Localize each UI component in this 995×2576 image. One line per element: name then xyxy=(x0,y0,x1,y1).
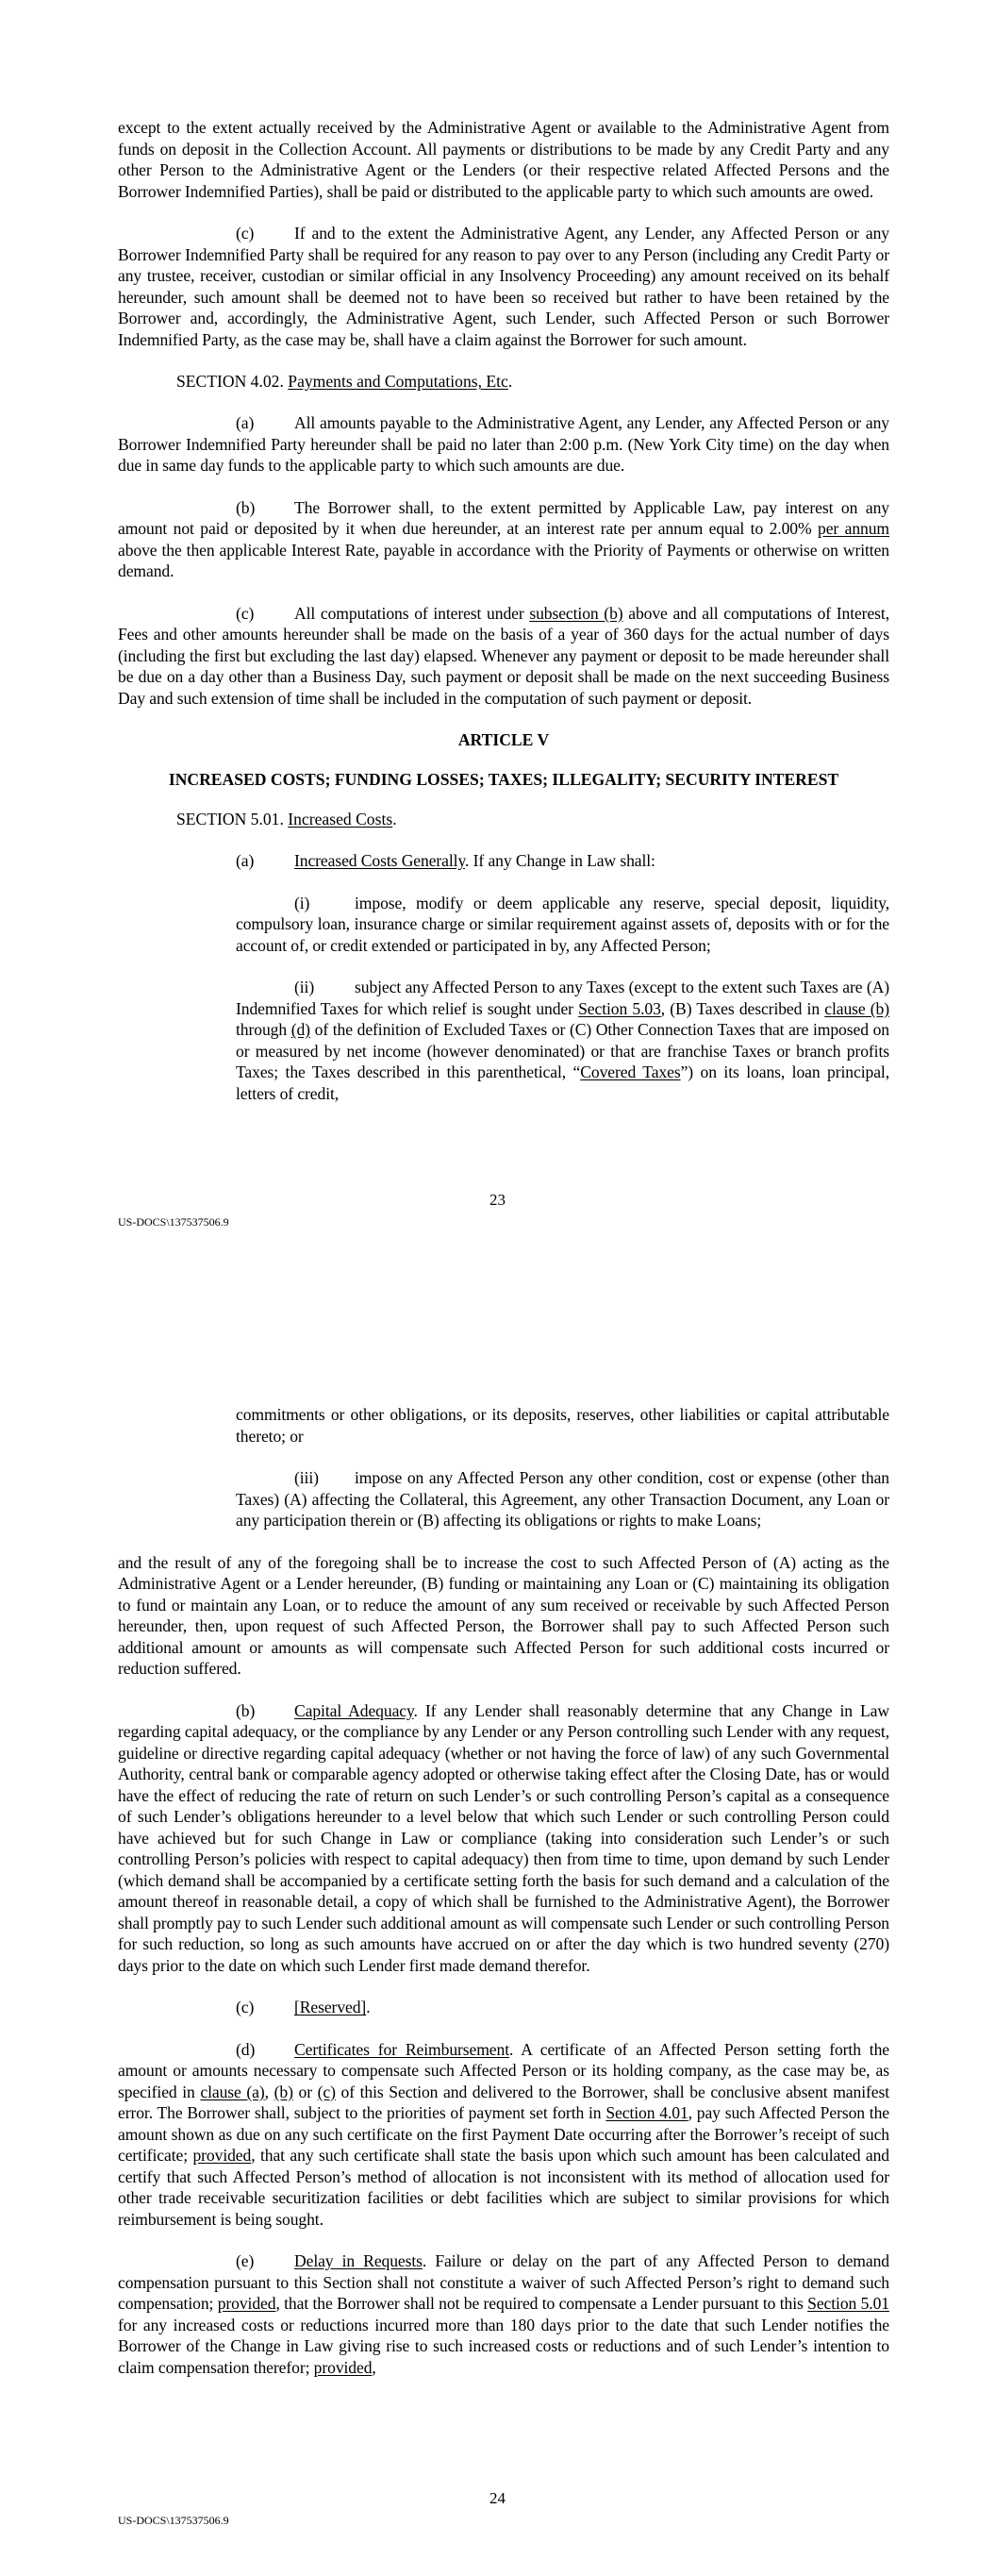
page-number: 23 xyxy=(489,1191,506,1209)
underlined-term: per annum xyxy=(818,519,889,538)
text-run: commitments or other obligations, or its deposits, reserves, other liabilities or capital attributable thereto; or xyxy=(236,1405,889,1446)
underlined-term: Certificates for Reimbursement xyxy=(294,2039,510,2059)
text-run: , xyxy=(372,2357,376,2377)
text-run: All computations of interest under xyxy=(294,603,530,623)
text-run: impose, modify or deem applicable any reserve, special deposit, liquidity, compulsory loan, insurance charge or similar requirement against assets of, deposits with or for the account of, or credit extended or participated in by, any Affected Person; xyxy=(236,893,889,955)
underlined-term: clause (a) xyxy=(200,2082,265,2101)
paragraph xyxy=(118,1997,889,2018)
clause-label: (a) xyxy=(236,413,255,432)
document-id: US-DOCS\137537506.9 xyxy=(118,1215,229,1229)
clause-label: (b) xyxy=(236,1700,256,1720)
text-run: through xyxy=(236,1020,291,1039)
text-run: . Failure or delay on the part of any Affected Person to demand compensation pursuant to this Section shall not constitute a waiver of such Affected Person’s right to demand such compensation; xyxy=(118,2251,889,2313)
underlined-term: Capital Adequacy xyxy=(294,1700,414,1720)
text-run: for any increased costs or reductions incurred more than 180 days prior to the date that such Lender notifies the Borrower of the Change in Law giving rise to such increased costs or reductions and of such Lender’s intention to claim compensation therefor; xyxy=(118,2315,889,2377)
page-content xyxy=(118,117,889,1125)
text-run: . A certificate of an Affected Person setting forth the amount or amounts necessary to compensate such Affected Person or its holding company, as the case may be, as specified in xyxy=(118,2039,889,2101)
section-heading xyxy=(176,809,889,829)
clause-label: (i) xyxy=(294,893,310,912)
clause-label: (ii) xyxy=(294,978,315,996)
paragraph xyxy=(118,412,889,477)
underlined-term: Increased Costs xyxy=(288,810,393,828)
text-run: If and to the extent the Administrative Agent, any Lender, any Affected Person or any Borrower Indemnified Party shall be required for any reason to pay over to any Person (including any Credit Party or any trustee, receiver, custodian or similar official in any Insolvency Proceeding) any amount received on its behalf hereunder, such amount shall be deemed not to have been so received but rather to have been retained by the Borrower and, accordingly, the Administrative Agent, such Lender, such Affected Person or such Borrower Indemnified Party, as the case may be, shall have a claim against the Borrower for such amount. xyxy=(118,224,889,349)
underlined-term: provided xyxy=(217,2294,276,2313)
text-run: . If any Lender shall reasonably determine that any Change in Law regarding capital adequacy, or the compliance by any Lender or any Person controlling such Lender with any request, guideline or directive regarding capital adequacy (whether or not having the force of law) of any such Governmental Authority, central bank or comparable agency adopted or otherwise taking effect after the Closing Date, has or would have the effect of reducing the rate of return on such Lender’s or such controlling Person’s capital as a consequence of such Lender’s obligations hereunder to a level below that which such Lender or such controlling Person could have achieved but for such Change in Law or compliance (taking into consideration such Lender’s or such controlling Person’s policies with respect to capital adequacy) then from time to time, upon demand by such Lender (which demand shall be accompanied by a certificate setting forth the basis for such demand and a calculation of the amount thereof in reasonable detail, a copy of which shall be furnished to the Administrative Agent), the Borrower shall promptly pay to such Lender such additional amount as will compensate such Lender or such controlling Person for such reduction, so long as such amounts have accrued on or after the day which is two hundred seventy (270) days prior to the date on which such Lender first made demand therefor. xyxy=(118,1700,889,1975)
text-run: . xyxy=(366,1998,371,2016)
section-heading xyxy=(176,371,889,392)
page-content xyxy=(118,1404,889,2399)
text-run: ARTICLE V xyxy=(457,730,550,749)
underlined-term: Section 5.03 xyxy=(578,998,661,1018)
text-run: , pay such Affected Person the amount shown as due on any such certificate on the first Payment Date occurring after the Borrower’s receipt of such certificate; xyxy=(118,2103,889,2165)
underlined-term: subsection (b) xyxy=(529,603,623,623)
text-run: , (B) Taxes described in xyxy=(660,998,825,1018)
clause-label: (c) xyxy=(236,224,255,243)
clause-label: (c) xyxy=(236,603,255,623)
paragraph xyxy=(236,1404,889,1447)
text-run: above and all computations of Interest, Fees and other amounts hereunder shall be made on the basis of a year of 360 days for the actual number of days (including the first but excluding the last day) elapsed. Whenever any payment or deposit to be made hereunder shall be due on a day other than a Business Day, such payment or deposit shall be made on the next succeeding Business Day and such extension of time shall be included in the computation of such payment or deposit. xyxy=(118,603,889,708)
clause-label: (a) xyxy=(236,851,255,870)
paragraph xyxy=(118,223,889,350)
paragraph xyxy=(118,2250,889,2378)
clause-label: (c) xyxy=(236,1998,255,2016)
underlined-term: provided xyxy=(192,2146,252,2165)
paragraph xyxy=(236,850,889,872)
underlined-term: clause (b) xyxy=(824,998,890,1018)
text-run: The Borrower shall, to the extent permitted by Applicable Law, pay interest on any amount not paid or deposited by it when due hereunder, at an interest rate per annum equal to 2.00% xyxy=(118,497,889,538)
clause-label: (d) xyxy=(236,2039,256,2059)
paragraph xyxy=(118,1552,889,1680)
paragraph xyxy=(236,977,889,1104)
underlined-term: Section 5.01 xyxy=(807,2294,889,2313)
text-run: except to the extent actually received by the Administrative Agent or available to the Administrative Agent from funds on deposit in the Collection Account. All payments or distributions to be made by any Credit Party and any other Person to the Administrative Agent or the Lenders (or their respective related Affected Persons and the Borrower Indemnified Parties), shall be paid or distributed to the applicable party to which such amounts are owed. xyxy=(118,118,889,201)
underlined-term: (b) xyxy=(274,2082,293,2101)
text-run: ”) on its loans, loan principal, letters of credit, xyxy=(236,1062,889,1103)
text-run: INCREASED COSTS; FUNDING LOSSES; TAXES; ILLEGALITY; SECURITY INTEREST xyxy=(168,770,839,789)
text-run: , that the Borrower shall not be required to compensate a Lender pursuant to this xyxy=(275,2294,808,2313)
document-id: US-DOCS\137537506.9 xyxy=(118,2514,229,2527)
heading xyxy=(118,729,889,750)
paragraph xyxy=(118,117,889,202)
underlined-term: Payments and Computations, Etc xyxy=(288,372,508,391)
underlined-term: [Reserved] xyxy=(294,1998,367,2016)
text-run: . xyxy=(392,810,397,828)
paragraph xyxy=(236,893,889,957)
clause-label: (e) xyxy=(236,2251,255,2270)
text-run: of the definition of Excluded Taxes or (C) Other Connection Taxes that are imposed on or measured by net income (however denominated) or that are franchise Taxes or branch profits Taxes; the Taxes described in this parenthetical, “ xyxy=(236,1020,889,1081)
text-run: subject any Affected Person to any Taxes (except to the extent such Taxes are (A) Indemnified Taxes for which relief is sought under xyxy=(236,978,889,1018)
paragraph xyxy=(118,1700,889,1977)
text-run: and the result of any of the foregoing shall be to increase the cost to such Affected Person of (A) acting as the Administrative Agent or a Lender hereunder, (B) funding or maintaining any Loan or (C) maintaining its obligation to fund or maintain any Loan, or to reduce the amount of any sum received or receivable by such Affected Person hereunder, then, upon request of such Affected Person, the Borrower shall pay to such Affected Person such additional amount or amounts as will compensate such Affected Person for such additional costs incurred or reduction suffered. xyxy=(118,1552,889,1678)
paragraph xyxy=(236,1467,889,1531)
underlined-term: (d) xyxy=(290,1020,310,1039)
underlined-term: Increased Costs Generally xyxy=(294,851,466,870)
text-run: , xyxy=(264,2082,274,2101)
text-run: All amounts payable to the Administrative Agent, any Lender, any Affected Person or any Borrower Indemnified Party hereunder shall be paid no later than 2:00 p.m. (New York City time) on the day when due in same day funds to the applicable party to which such amounts are due. xyxy=(118,413,889,475)
paragraph xyxy=(118,603,889,710)
text-run: or xyxy=(292,2082,318,2101)
clause-label: (iii) xyxy=(294,1468,319,1487)
text-run: impose on any Affected Person any other condition, cost or expense (other than Taxes) (A) affecting the Collateral, this Agreement, any other Transaction Document, any Loan or any participation therein or (B) affecting its obligations or rights to make Loans; xyxy=(236,1468,889,1530)
underlined-term: Covered Taxes xyxy=(580,1062,681,1081)
text-run: SECTION 4.02. xyxy=(176,372,289,391)
text-run: , that any such certificate shall state the basis upon which such amount has been calculated and certify that such Affected Person’s method of allocation is not inconsistent with its method of allocation used for other trade receivable securitization facilities or debt facilities which are subject to similar provisions for which reimbursement is being sought. xyxy=(118,2146,889,2229)
paragraph xyxy=(118,497,889,582)
text-run: . If any Change in Law shall: xyxy=(465,851,655,870)
text-run: SECTION 5.01. xyxy=(176,810,289,828)
text-run: of this Section and delivered to the Borrower, shall be conclusive absent manifest error. The Borrower shall, subject to the priorities of payment set forth in xyxy=(118,2082,889,2122)
paragraph xyxy=(118,2039,889,2231)
underlined-term: Delay in Requests xyxy=(294,2251,423,2270)
text-run: above the then applicable Interest Rate, payable in accordance with the Priority of Payments or otherwise on written demand. xyxy=(118,540,889,580)
text-run: . xyxy=(507,372,513,391)
underlined-term: provided xyxy=(313,2357,373,2377)
heading xyxy=(118,769,889,790)
underlined-term: (c) xyxy=(317,2082,336,2101)
page-number: 24 xyxy=(489,2489,506,2507)
underlined-term: Section 4.01 xyxy=(605,2103,688,2122)
clause-label: (b) xyxy=(236,497,256,517)
